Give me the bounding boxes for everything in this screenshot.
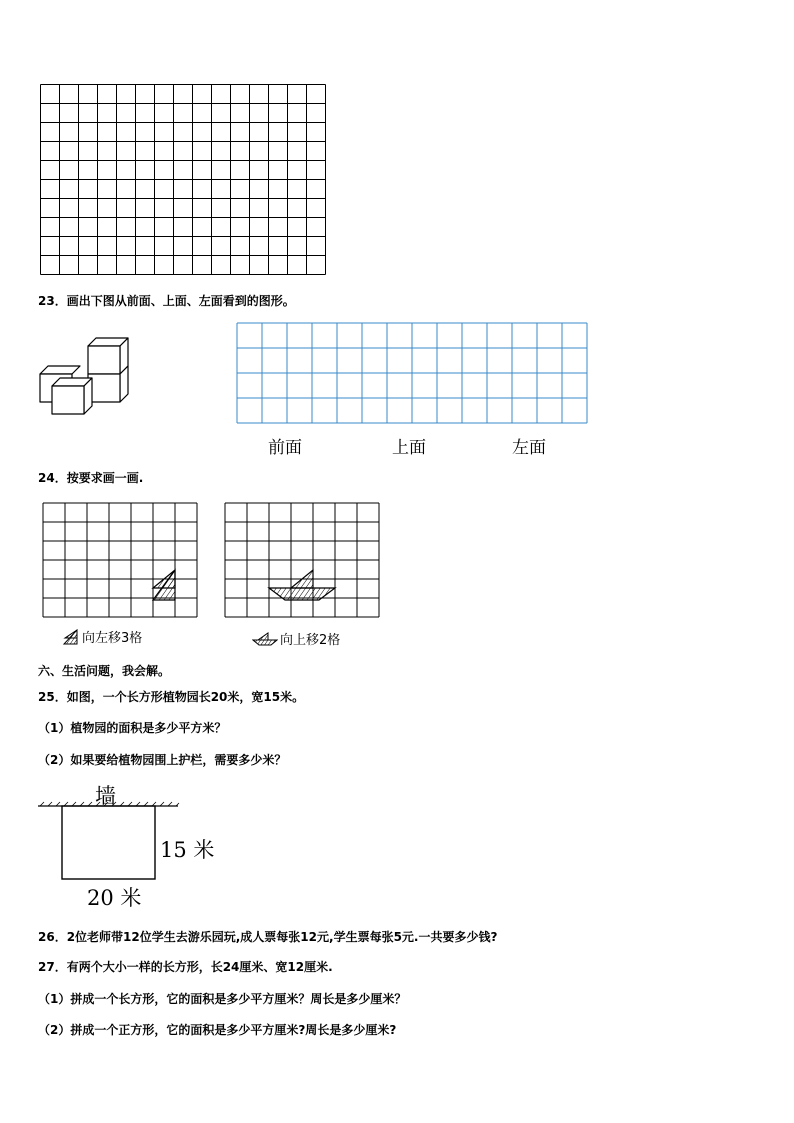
question-number: 24． (38, 471, 67, 485)
question-number: 23． (38, 294, 67, 308)
label-left-view: 左面 (512, 438, 546, 458)
length-label: 20 米 (87, 886, 142, 910)
question-27-part-2: （2）拼成一个正方形，它的面积是多少平方厘米?周长是多少厘米? (38, 1023, 397, 1037)
question-text: 按要求画一画. (66, 471, 144, 485)
question-27-part-1: （1）拼成一个长方形，它的面积是多少平方厘米？周长是多少厘米？ (38, 992, 407, 1006)
question-25-part-2: （2）如果要给植物园围上护栏，需要多少米？ (38, 753, 287, 767)
garden-rectangle (62, 806, 155, 879)
label-front-view: 前面 (268, 438, 302, 458)
question-text: 2位老师带12位学生去游乐园玩,成人票每张12元,学生票每张5元.一共要多少钱? (66, 930, 498, 944)
question-25-part-1: （1）植物园的面积是多少平方米？ (38, 721, 227, 735)
three-view-grid (236, 322, 589, 425)
top-drawing-grid (40, 84, 327, 276)
garden-wall-diagram (38, 800, 180, 882)
question-26 (38, 928, 497, 945)
section-title: 六、生活问题，我会解。 (38, 664, 171, 678)
question-24 (38, 469, 143, 486)
question-text: 有两个大小一样的长方形，长24厘米、宽12厘米. (66, 960, 333, 974)
width-label: 15 米 (160, 838, 215, 862)
question-27 (38, 958, 333, 975)
question-number: 25． (38, 690, 67, 704)
flag-icon (62, 629, 80, 645)
question-number: 27． (38, 960, 67, 974)
caption-move-left (62, 627, 142, 646)
caption-text: 向左移3格 (82, 631, 143, 646)
question-23 (38, 292, 295, 309)
caption-text: 向上移2格 (280, 633, 341, 648)
caption-move-up (252, 629, 340, 648)
question-text: 画出下图从前面、上面、左面看到的图形。 (66, 294, 295, 308)
boat-icon (252, 631, 278, 647)
question-number: 26． (38, 930, 67, 944)
label-top-view: 上面 (392, 438, 426, 458)
translate-up-grid (224, 502, 381, 622)
cube-stack-figure (36, 336, 132, 416)
translate-left-grid (42, 502, 200, 622)
wall-label: 墙 (95, 784, 116, 808)
question-25 (38, 688, 304, 705)
question-text: 如图，一个长方形植物园长20米，宽15米。 (66, 690, 305, 704)
